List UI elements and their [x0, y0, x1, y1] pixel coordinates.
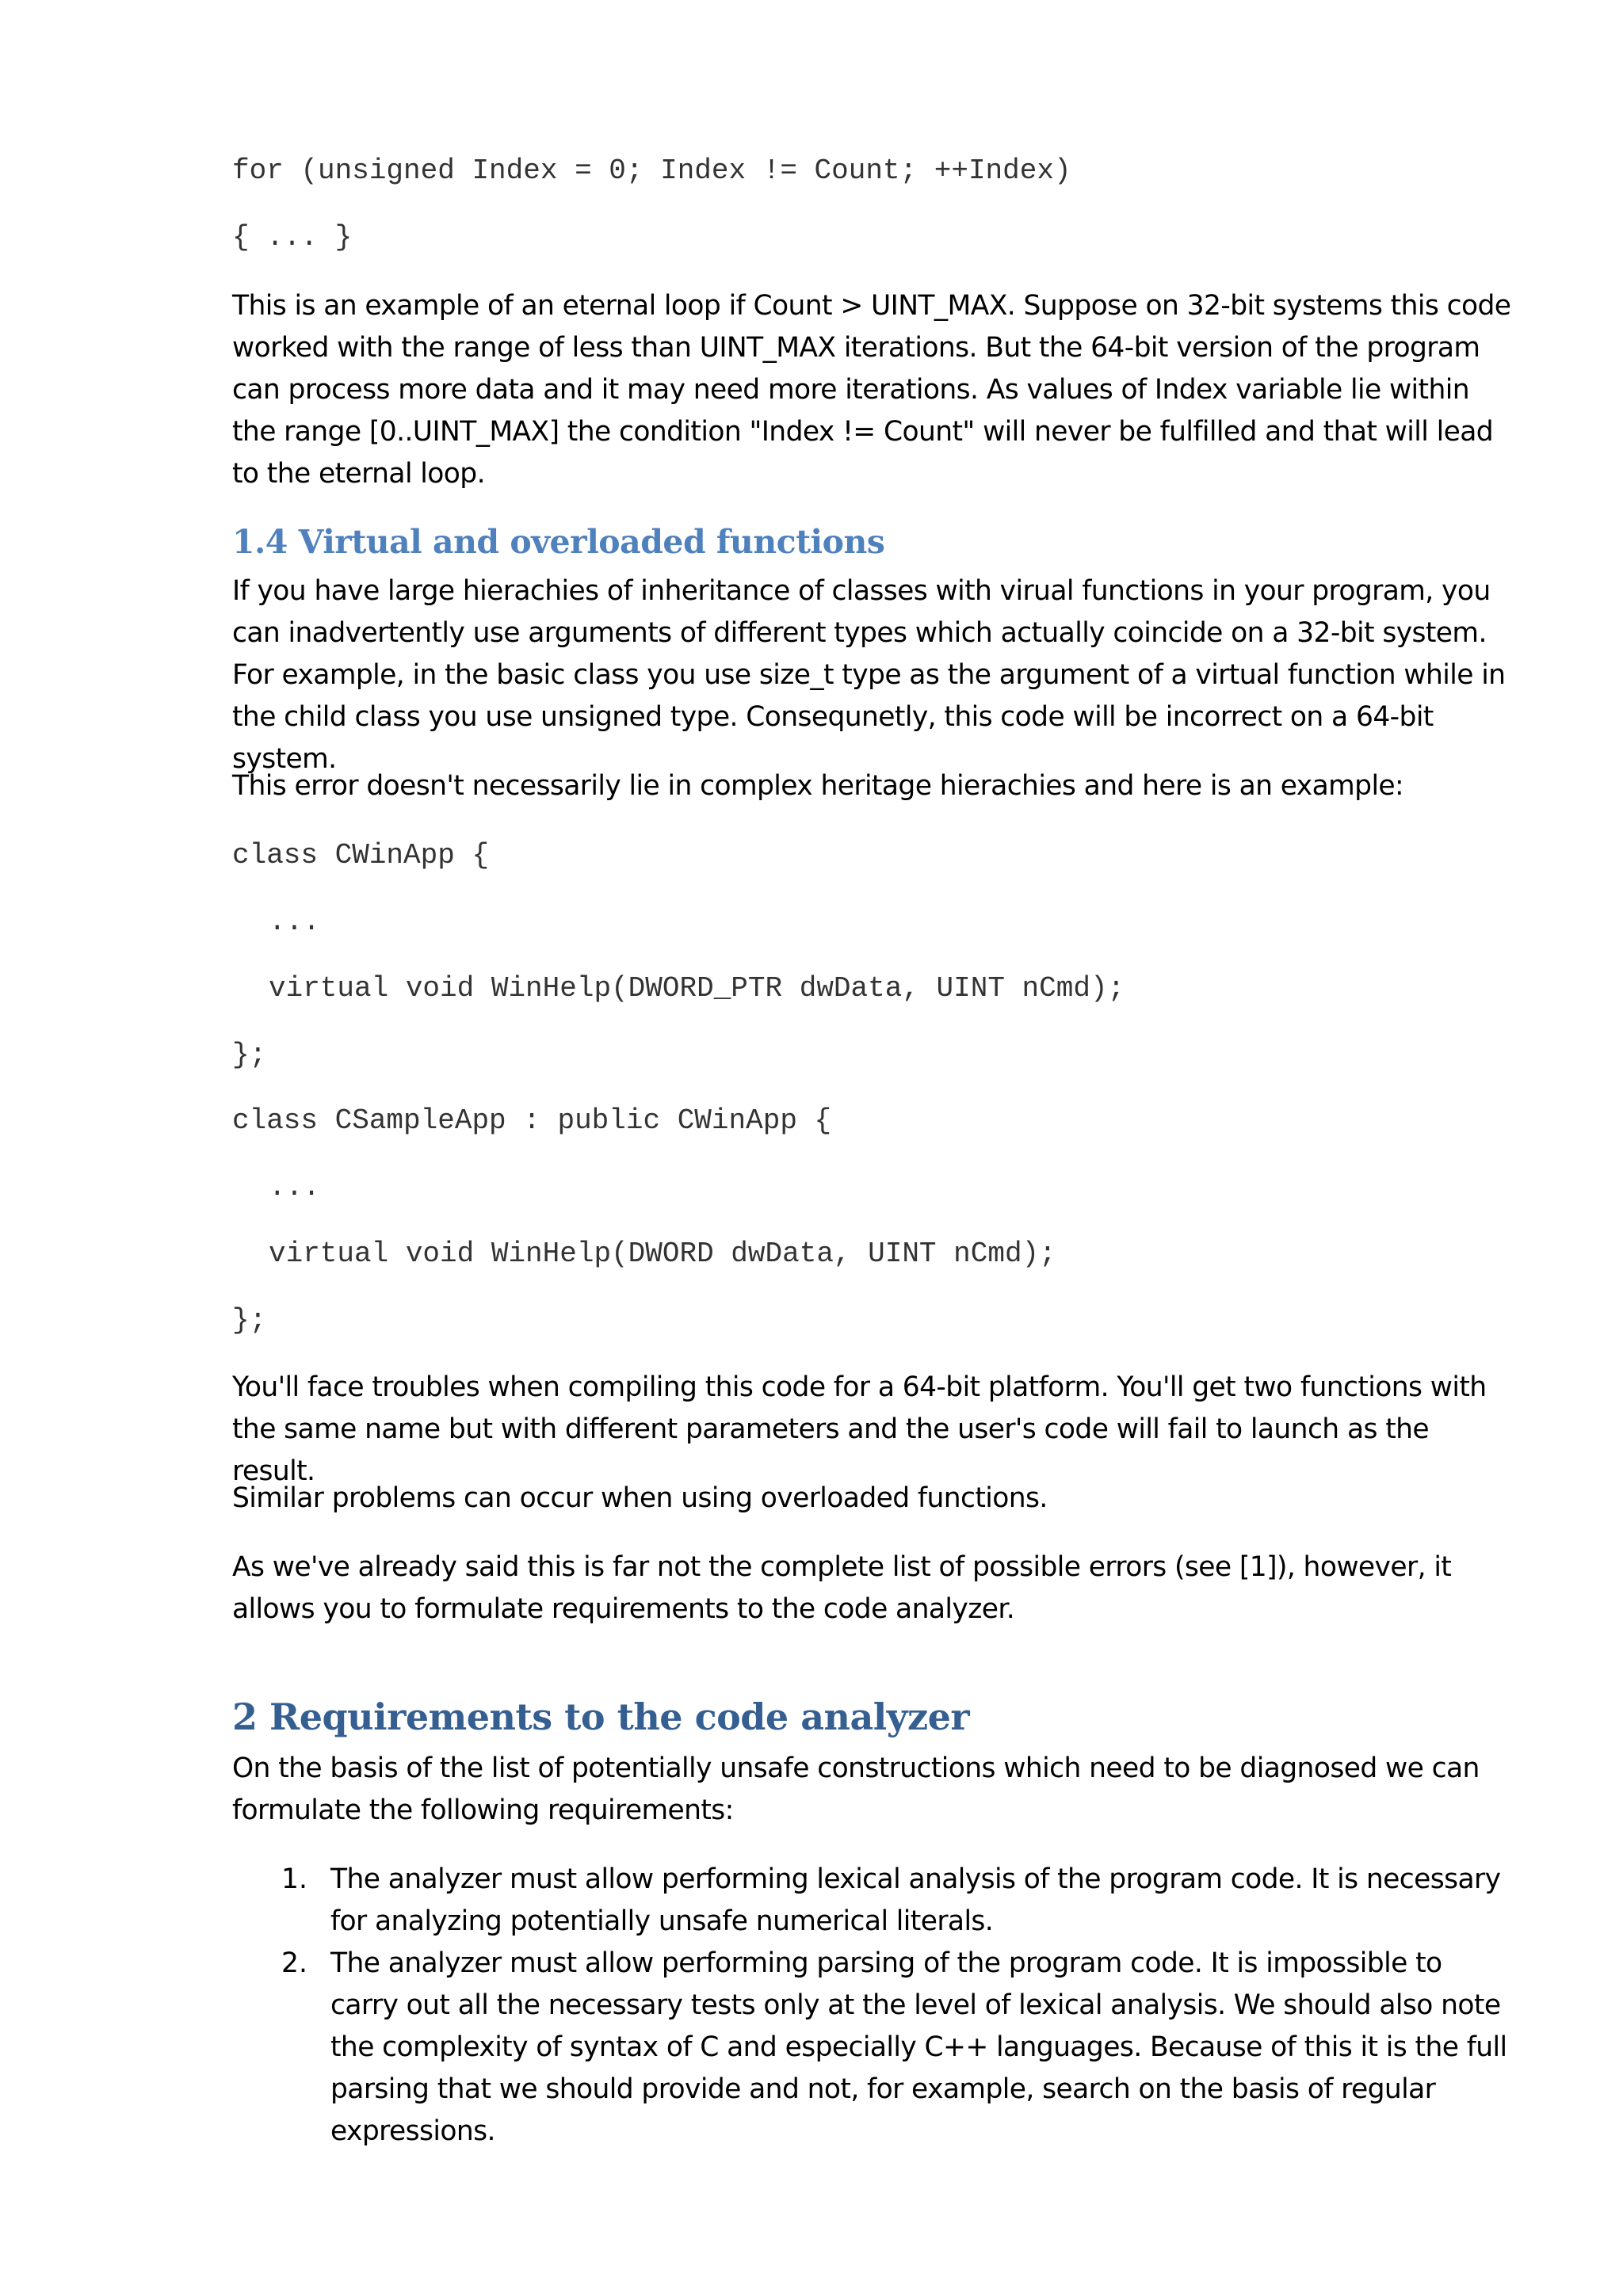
code-line: class CWinApp { [232, 839, 490, 871]
section-heading-2: 2 Requirements to the code analyzer [232, 1695, 970, 1738]
code-line: virtual void WinHelp(DWORD dwData, UINT nCmd); [269, 1238, 1056, 1270]
code-line: virtual void WinHelp(DWORD_PTR dwData, UINT nCmd); [269, 972, 1125, 1005]
paragraph-troubles: You'll face troubles when compiling this code for a 64-bit platform. You'll get two functions with the same name but with different parameters and the user's code will fail to launch as the result. [232, 1371, 1487, 1487]
list-item-text: The analyzer must allow performing lexical analysis of the program code. It is necessary for analyzing potentially unsafe numerical literals. [330, 1863, 1501, 1937]
paragraph-example-intro: This error doesn't necessarily lie in complex heritage hierachies and here is an example: [232, 770, 1404, 802]
section-heading-1-4: 1.4 Virtual and overloaded functions [232, 523, 885, 561]
code-line: ... [269, 906, 320, 938]
paragraph-requirements-intro: On the basis of the list of potentially unsafe constructions which need to be diagnosed we can formulate the following requirements: [232, 1753, 1480, 1826]
code-line: { ... } [232, 221, 353, 254]
code-line: class CSampleApp : public CWinApp { [232, 1104, 832, 1137]
paragraph-overloaded: Similar problems can occur when using overloaded functions. [232, 1482, 1048, 1514]
code-line: ... [269, 1171, 320, 1203]
code-line: for (unsigned Index = 0; Index != Count; ++Index) [232, 154, 1071, 187]
list-item-text: The analyzer must allow performing parsing of the program code. It is impossible to carry out all the necessary tests only at the level of lexical analysis. We should also note the complexity of syntax of C and especially C++ languages. Because of this it is the full parsing that we should provide and not, for example, search on the basis of regular expressions. [330, 1947, 1507, 2147]
paragraph-eternal-loop: This is an example of an eternal loop if Count > UINT_MAX. Suppose on 32-bit systems this code worked with the range of less than UINT_MAX iterations. But the 64-bit version of the program can process more data and it may need more iterations. As values of Index variable lie within the range [0..UINT_MAX] the condition "Index != Count" will never be fulfilled and that will lead to the eternal loop. [232, 290, 1511, 490]
list-number: 2. [281, 1947, 307, 1979]
paragraph-not-complete: As we've already said this is far not the complete list of possible errors (see [1]), however, it allows you to formulate requirements to the code analyzer. [232, 1551, 1452, 1625]
code-line: }; [232, 1039, 267, 1071]
paragraph-virtual-functions: If you have large hierachies of inheritance of classes with virual functions in your program, you can inadvertently use arguments of different types which actually coincide on a 32-bit system. For example, in the basic class you use size_t type as the argument of a virtual function while in the child class you use unsigned type. Consequnetly, this code will be incorrect on a 64-bit system. [232, 575, 1506, 775]
list-number: 1. [281, 1863, 307, 1895]
code-line: }; [232, 1304, 267, 1337]
